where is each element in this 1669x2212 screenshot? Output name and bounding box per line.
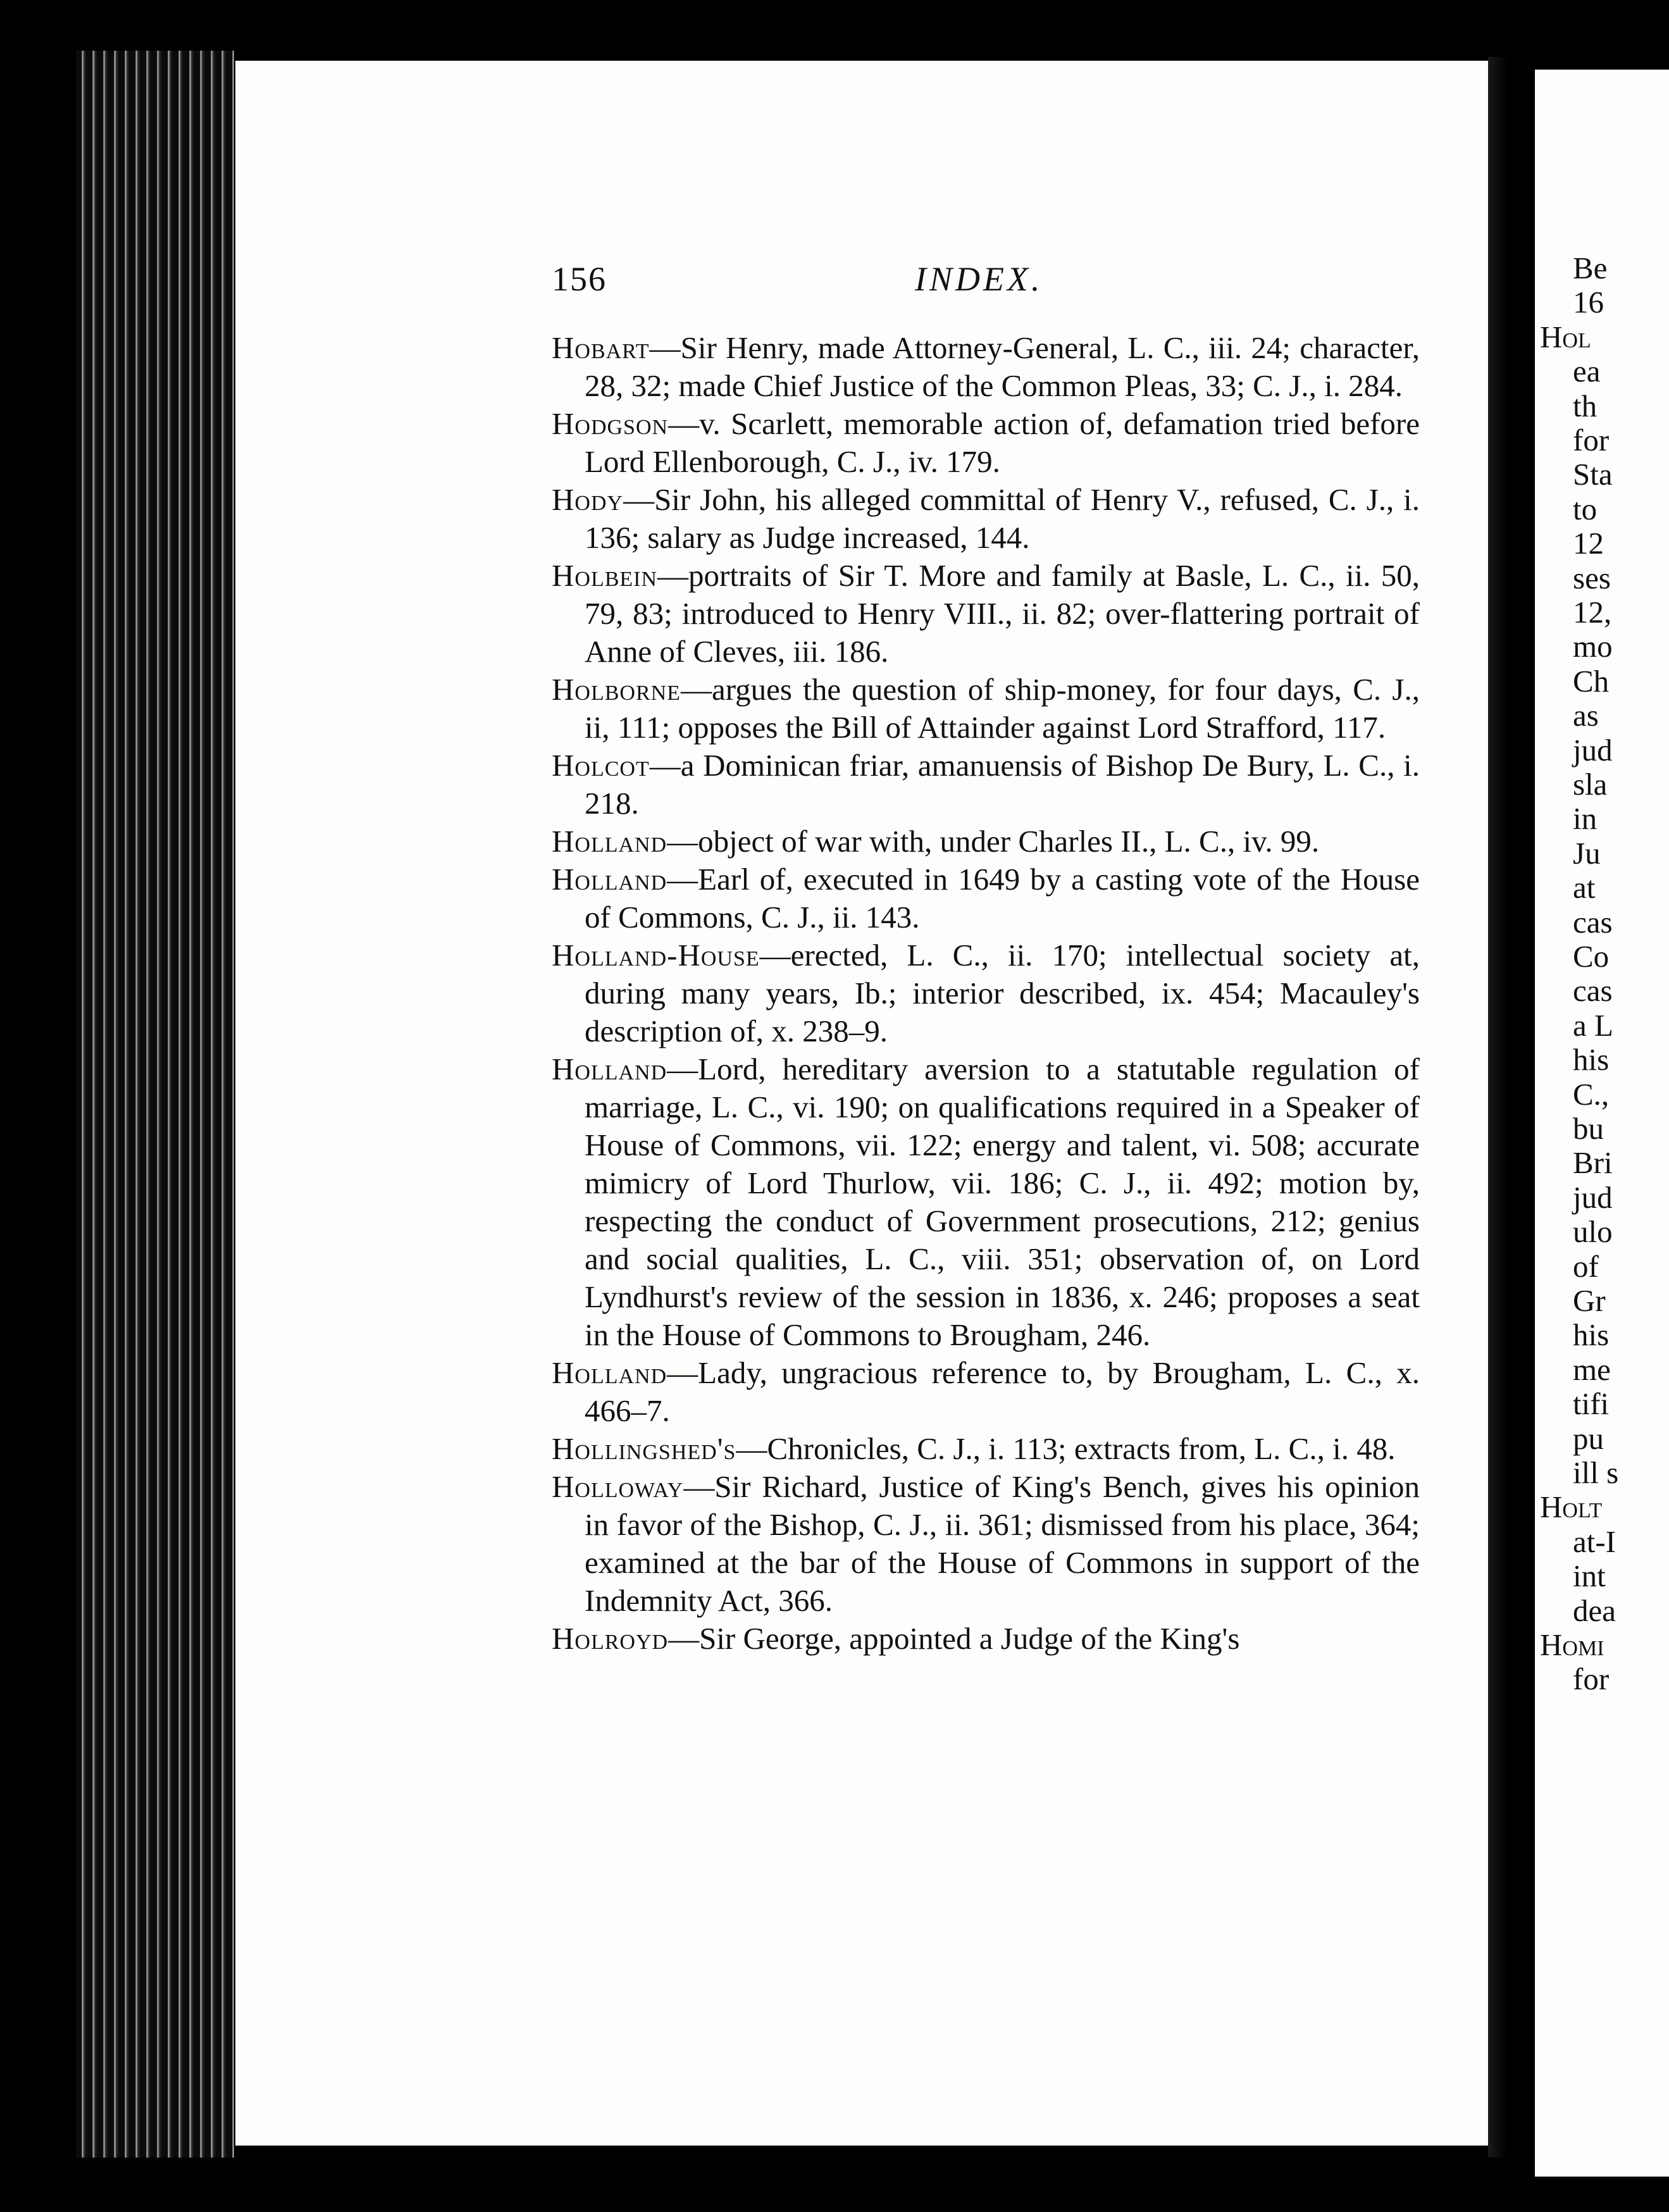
facing-page-line: in: [1573, 801, 1598, 836]
facing-page-line: Ch: [1573, 663, 1610, 699]
entry-dash: —: [667, 1052, 698, 1086]
facing-page-line: tifi: [1573, 1386, 1610, 1422]
entry-headword: Holcot: [552, 748, 650, 783]
facing-page-line: Gr: [1573, 1283, 1606, 1318]
entry-text: Lord, hereditary aversion to a statutable regulation of marriage, L. C., vi. 190; on qualifications required in a Speaker of House of Commons, vii. 122; energy and talent, vi. 508; accurate mimicry of Lord Thurlow, vii. 186; C. J., ii. 492; motion by, respecting the conduct of Government prosecutions, 212; genius and social qualities, L. C., viii. 351; observation of, on Lord Lyndhurst's review of the session in 1836, x. 246; proposes a seat in the House of Commons to Brougham, 246.: [585, 1052, 1420, 1352]
entry-dash: —: [680, 672, 712, 707]
facing-page-line: 12: [1573, 526, 1604, 561]
facing-page-line: Be: [1573, 251, 1608, 285]
facing-page-line: Ju: [1573, 835, 1601, 871]
entry-text: object of war with, under Charles II., L. C., iv. 99.: [698, 824, 1320, 859]
index-entry: [552, 936, 1420, 1050]
facing-page-line: a L: [1573, 1007, 1613, 1043]
running-head: INDEX.: [915, 260, 1043, 298]
facing-page-line: to: [1573, 491, 1598, 526]
entry-headword: Holland: [552, 1052, 667, 1086]
entry-text: v. Scarlett, memorable action of, defamation tried before Lord Ellenborough, C. J., iv. 179.: [585, 406, 1420, 479]
entry-text: erected, L. C., ii. 170; intellectual society at, during many years, Ib.; interior described, ix. 454; Macauley's description of, x. 238–9.: [585, 938, 1420, 1048]
facing-page-line: at: [1573, 870, 1596, 905]
index-entry: [552, 1354, 1420, 1430]
facing-page-line: 12,: [1573, 595, 1612, 630]
entry-headword: Holland: [552, 862, 667, 897]
entry-headword: Holland: [552, 824, 667, 859]
index-entry: [552, 1468, 1420, 1620]
entry-dash: —: [623, 482, 655, 517]
facing-page-line: ea: [1573, 354, 1601, 389]
facing-page-line: ill s: [1573, 1455, 1619, 1490]
entry-headword: Holroyd: [552, 1621, 669, 1656]
facing-page-line: me: [1573, 1351, 1611, 1387]
facing-page-line: his: [1573, 1317, 1610, 1353]
facing-page-fragment: [1535, 70, 1669, 2177]
facing-page-line: ulo: [1573, 1214, 1613, 1250]
facing-page-line: Sta: [1573, 457, 1613, 492]
entry-text: portraits of Sir T. More and family at Basle, L. C., ii. 50, 79, 83; introduced to Henry VIII., ii. 82; over-flattering portrait of Anne of Cleves, iii. 186.: [585, 558, 1420, 669]
entry-dash: —: [667, 862, 698, 897]
entry-headword: Hollingshed's: [552, 1431, 736, 1466]
index-entry: [552, 481, 1420, 557]
entry-dash: —: [649, 748, 681, 783]
entry-dash: —: [668, 1621, 700, 1656]
index-entry: [552, 861, 1420, 936]
entry-headword: Hobart: [552, 330, 650, 365]
facing-page-line: Hol: [1540, 319, 1591, 354]
facing-page-line: bu: [1573, 1111, 1604, 1146]
entry-headword: Hody: [552, 482, 624, 517]
facing-page-line: Bri: [1573, 1145, 1613, 1181]
index-entry: [552, 823, 1420, 861]
index-entry: [552, 557, 1420, 671]
facing-page-line: Co: [1573, 939, 1610, 974]
entry-dash: —: [657, 558, 689, 593]
page-number: 156: [552, 260, 607, 298]
facing-page-line: sla: [1573, 767, 1608, 802]
entry-headword: Holborne: [552, 672, 681, 707]
entry-dash: —: [759, 938, 791, 972]
facing-page-line: C.,: [1573, 1076, 1610, 1112]
facing-page-line: int: [1573, 1558, 1606, 1594]
facing-page-line: Homi: [1540, 1627, 1604, 1662]
facing-page-line: his: [1573, 1042, 1610, 1078]
facing-page-line: Holt: [1540, 1489, 1603, 1525]
facing-page-line: at-I: [1573, 1524, 1616, 1559]
entry-dash: —: [736, 1431, 767, 1466]
index-entry: [552, 405, 1420, 481]
index-entry: [552, 1050, 1420, 1354]
facing-page-line: th: [1573, 388, 1598, 423]
book-page-edges: [76, 51, 234, 2158]
entry-text: Lady, ungracious reference to, by Brougham, L. C., x. 466–7.: [585, 1355, 1420, 1428]
entry-text: Sir Richard, Justice of King's Bench, gives his opinion in favor of the Bishop, C. J., ii. 361; dismissed from his place, 364; examined at the bar of the House of Commons in support of the Indemnity Act, 366.: [585, 1469, 1420, 1618]
facing-page-line: pu: [1573, 1420, 1604, 1456]
entry-dash: —: [683, 1469, 715, 1504]
entry-headword: Holloway: [552, 1469, 684, 1504]
index-entry: [552, 1430, 1420, 1468]
entry-text: a Dominican friar, amanuensis of Bishop De Bury, L. C., i. 218.: [585, 748, 1420, 821]
index-entries: [552, 329, 1420, 1658]
entry-dash: —: [649, 330, 681, 365]
entry-text: argues the question of ship-money, for four days, C. J., ii, 111; opposes the Bill of Attainder against Lord Strafford, 117.: [585, 672, 1420, 745]
facing-page-line: dea: [1573, 1593, 1616, 1628]
entry-dash: —: [667, 1355, 698, 1390]
facing-page-line: jud: [1573, 732, 1613, 767]
facing-page-line: for: [1573, 1662, 1610, 1697]
entry-dash: —: [668, 406, 700, 441]
entry-text: Sir George, appointed a Judge of the King's: [699, 1621, 1240, 1656]
entry-dash: —: [667, 824, 698, 859]
entry-headword: Holland: [552, 1355, 667, 1390]
index-entry: [552, 671, 1420, 747]
facing-page-line: cas: [1573, 904, 1613, 940]
index-entry: [552, 1620, 1420, 1658]
facing-page-line: of: [1573, 1248, 1599, 1284]
entry-headword: Hodgson: [552, 406, 669, 441]
index-entry: [552, 329, 1420, 405]
facing-page-line: 16: [1573, 285, 1604, 320]
facing-page-line: as: [1573, 698, 1599, 733]
entry-headword: Holbein: [552, 558, 658, 593]
entry-text: Chronicles, C. J., i. 113; extracts from, L. C., i. 48.: [767, 1431, 1396, 1466]
index-entry: [552, 747, 1420, 823]
entry-headword: Holland-House: [552, 938, 760, 972]
facing-page-line: ses: [1573, 560, 1611, 595]
page-header: [552, 259, 1425, 316]
facing-page-line: cas: [1573, 973, 1613, 1009]
entry-text: Sir John, his alleged committal of Henry V., refused, C. J., i. 136; salary as Judge increased, 144.: [585, 482, 1420, 555]
facing-page-line: jud: [1573, 1179, 1613, 1215]
facing-page-line: mo: [1573, 629, 1613, 664]
book-gutter: [1488, 57, 1535, 2158]
entry-text: Sir Henry, made Attorney-General, L. C., iii. 24; character, 28, 32; made Chief Justice of the Common Pleas, 33; C. J., i. 284.: [585, 330, 1420, 403]
facing-page-line: for: [1573, 423, 1610, 457]
entry-text: Earl of, executed in 1649 by a casting vote of the House of Commons, C. J., ii. 143.: [585, 862, 1420, 935]
